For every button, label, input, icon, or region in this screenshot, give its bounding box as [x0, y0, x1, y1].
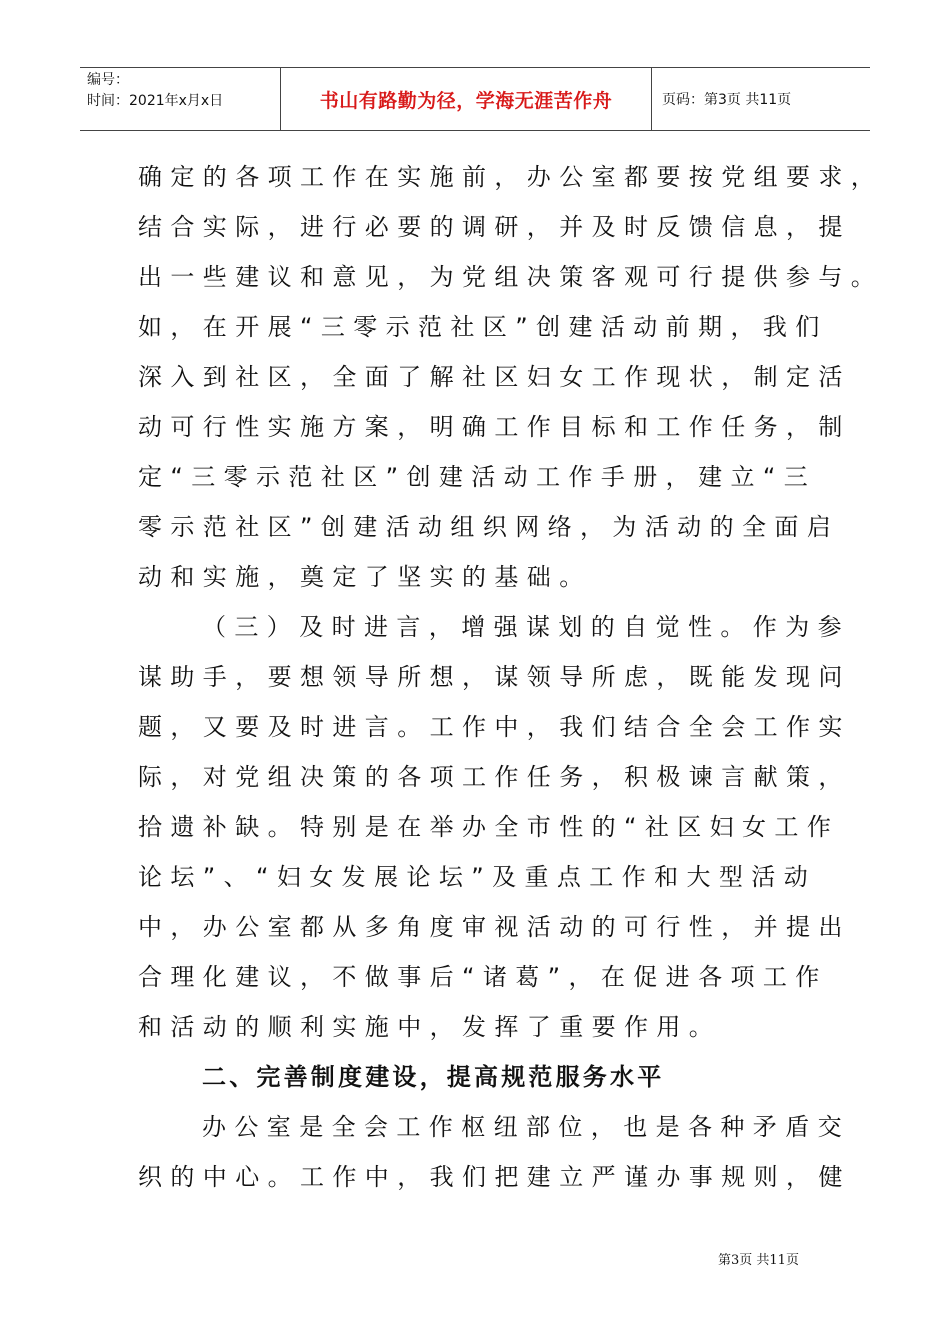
paragraph-line: 题，又要及时进言。工作中，我们结合全会工作实 — [138, 713, 851, 741]
paragraph-line: 际，对党组决策的各项工作任务，积极谏言献策， — [138, 763, 851, 791]
paragraph-line: 合理化建议，不做事后“诸葛”，在促进各项工作 — [138, 963, 828, 991]
paragraph-line: 如，在开展“三零示范社区”创建活动前期，我们 — [138, 313, 828, 341]
paragraph-line: 织的中心。工作中，我们把建立严谨办事规则，健 — [138, 1163, 851, 1191]
paragraph-line: 中，办公室都从多角度审视活动的可行性，并提出 — [138, 913, 851, 941]
paragraph-line: （三）及时进言，增强谋划的自觉性。作为参 — [202, 613, 850, 641]
section-heading: 二、完善制度建设，提高规范服务水平 — [202, 1063, 665, 1091]
header-motto: 书山有路勤为径，学海无涯苦作舟 — [281, 68, 652, 130]
page-header — [80, 67, 870, 131]
time-label: 时间：2021年x月x日 — [87, 93, 224, 109]
header-page-info: 页码：第3页 共11页 — [662, 92, 792, 108]
paragraph-line: 零示范社区”创建活动组织网络，为活动的全面启 — [138, 513, 840, 541]
paragraph-line: 动和实施，奠定了坚实的基础。 — [138, 563, 592, 591]
paragraph-line: 出一些建议和意见，为党组决策客观可行提供参与。 — [138, 263, 884, 291]
paragraph-line: 论坛”、“妇女发展论坛”及重点工作和大型活动 — [138, 863, 817, 891]
paragraph-line: 定“三零示范社区”创建活动工作手册，建立“三 — [138, 463, 817, 491]
paragraph-line: 拾遗补缺。特别是在举办全市性的“社区妇女工作 — [138, 813, 840, 841]
number-label: 编号： — [87, 72, 129, 88]
page-footer: 第3页 共11页 — [718, 1253, 799, 1268]
header-meta — [80, 68, 281, 130]
document-body — [138, 152, 884, 1202]
paragraph-line: 确定的各项工作在实施前，办公室都要按党组要求， — [138, 163, 884, 191]
paragraph-line: 谋助手，要想领导所想，谋领导所虑，既能发现问 — [138, 663, 851, 691]
paragraph-line: 和活动的顺利实施中，发挥了重要作用。 — [138, 1013, 722, 1041]
paragraph-line: 结合实际，进行必要的调研，并及时反馈信息，提 — [138, 213, 851, 241]
paragraph-line: 动可行性实施方案，明确工作目标和工作任务，制 — [138, 413, 851, 441]
paragraph-line: 办公室是全会工作枢纽部位，也是各种矛盾交 — [202, 1113, 850, 1141]
paragraph-line: 深入到社区，全面了解社区妇女工作现状，制定活 — [138, 363, 851, 391]
